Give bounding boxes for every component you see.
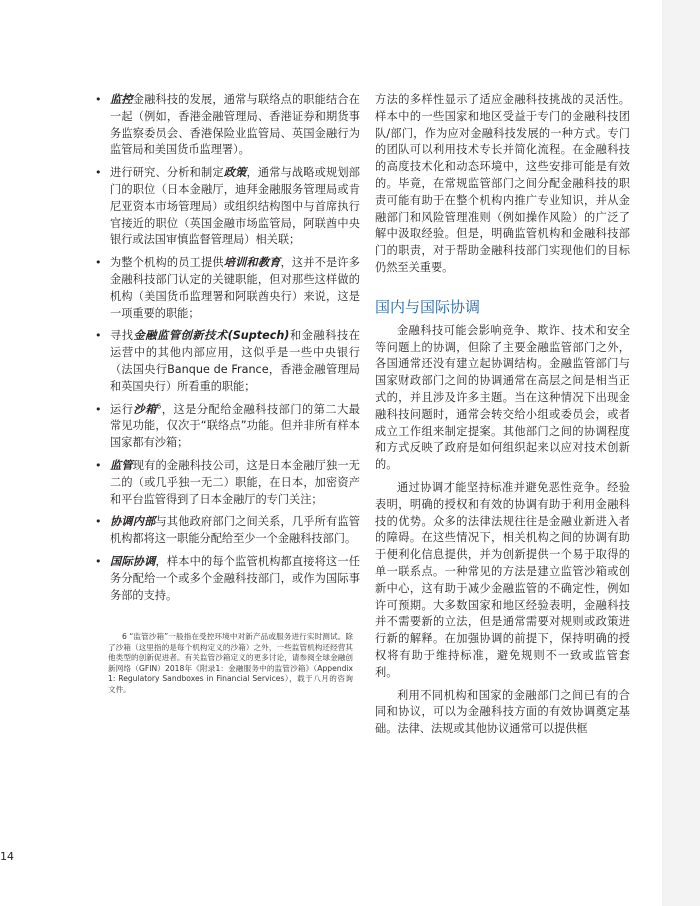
bullet-text: 与其他政府部门之间关系，几乎所有监管机构都将这一职能分配给至少一个金融科技部门。 (110, 515, 360, 546)
bullet-item-monitoring (95, 92, 360, 159)
bullet-text: 现有的金融科技公司，这是日本金融厅独一无二的（或几乎独一无二）职能，在日本，加密资产和平台监管得到了日本金融厅的专门关注； (110, 458, 360, 506)
bullet-text: ，通常与战略或规划部门的职位（日本金融厅，迪拜金融服务管理局或肯尼亚资本市场管理局）或组织结构图中与首席执行官接近的职位（英国金融市场监管局，阿联酋中央银行或法国审慎监督管理局）相关联； (110, 166, 360, 247)
bullet-text: ，样本中的每个监管机构都直接将这一任务分配给一个或多个金融科技部门，或作为国际事务部的支持。 (110, 554, 360, 602)
bullet-dot-icon: • (95, 554, 102, 568)
bullet-dot-icon: • (95, 515, 102, 529)
bullet-item-internal-coordination (95, 514, 360, 548)
bullet-item-policy (95, 165, 360, 249)
page-number: 14 (0, 850, 14, 863)
bullet-keyword: 政策 (223, 166, 247, 180)
bullet-pre: 为整个机构的员工提供 (110, 256, 224, 270)
bullet-item-suptech (95, 328, 360, 395)
bullet-keyword: 培训和教育 (223, 256, 281, 270)
bullet-dot-icon: • (95, 256, 102, 270)
bullet-pre: 运行 (110, 402, 134, 416)
bullet-pre: 寻找 (110, 329, 134, 343)
bullet-pre: 进行研究、分析和制定 (110, 166, 224, 180)
bullet-keyword: 协调内部 (110, 515, 156, 529)
bullet-item-international-coordination (95, 554, 360, 604)
section-heading: 国内与国际协调 (375, 297, 481, 316)
bullet-item-sandbox (95, 401, 360, 452)
bullet-dot-icon: • (95, 329, 102, 343)
intro-paragraph: 方法的多样性显示了适应金融科技挑战的灵活性。样本中的一些国家和地区受益于专门的金融科技团队/部门，作为应对金融科技发展的一种方式。专门的团队可以利用技术专长并简化流程。在金融科技的高度技术化和动态环境中，这些安排可能是有效的。毕竟，在常规监管部门之间分配金融科技的职责可能有助于在整个机构内推广专业知识，并从金融部门和风险管理准则（例如操作风险）的广泛了解中汲取经验。但是，明确监管机构和金融科技部门的职责，对于帮助金融科技部门实现他们的目标仍然至关重要。 (375, 93, 630, 274)
bullet-text: ，这并不是许多金融科技部门认定的关键职能，但对那些这样做的机构（美国货币监理署和阿联酋央行）来说，这是一项重要的职能； (110, 256, 360, 320)
bullet-dot-icon: • (95, 166, 102, 180)
body-paragraph: 通过协调才能坚持标准并避免恶性竞争。经验表明，明确的授权和有效的协调有助于利用金融科技的优势。众多的法律法规往往是金融业新进入者的障碍。在这些情况下，相关机构之间的协调有助于便利化信息提供，并为创新提供一个易于取得的单一联系点。一种常见的方法是建立监管沙箱或创新中心，这有助于减少金融监管的不确定性，例如许可预期。大多数国家和地区经验表明，金融科技并不需要新的立法，但是通常需要对规则或政策进行新的解释。在加强协调的前提下，保持明确的授权将有助于维持标准，避免规则不一致或监管套利。 (375, 480, 630, 679)
page-edge-band (662, 0, 700, 906)
bullet-item-training (95, 255, 360, 322)
bullet-dot-icon: • (95, 402, 102, 416)
bullet-keyword: 金融监管创新技术(Suptech) (133, 329, 290, 343)
bullet-keyword: 监控 (110, 93, 133, 106)
bullet-dot-icon: • (95, 458, 102, 472)
footnote-ref: 6 (156, 401, 162, 410)
right-column (375, 92, 630, 744)
body-paragraph: 利用不同机构和国家的金融部门之间已有的合同和协议，可以为金融科技方面的有效协调奠定基础。法律、法规或其他协议通常可以提供框 (375, 688, 630, 736)
bullet-item-supervision (95, 458, 360, 508)
left-column (95, 92, 360, 610)
bullet-text: 和金融科技在运营中的其他内部应用，这似乎是一些中央银行（法国央行Banque de France，香港金融管理局和英国央行）所看重的职能； (110, 329, 360, 393)
bullet-text: ，这是分配给金融科技部门的第二大最常见功能，仅次于“联络点”功能。但并非所有样本国家都有沙箱； (110, 402, 360, 450)
body-paragraph: 金融科技可能会影响竞争、欺诈、技术和安全等问题上的协调，但除了主要金融监管部门之外，各国通常还没有建立起协调结构。金融监管部门与国家财政部门之间的协调通常在高层之间是相当正式的，并且涉及许多主题。当在这种情况下出现金融科技问题时，通常会转交给小组或委员会，或者成立工作组来制定提案。其他部门之间的协调程度和方式反映了政府是如何组织起来以应对技术创新的。 (375, 323, 630, 472)
bullet-text: 金融科技的发展，通常与联络点的职能结合在一起（例如，香港金融管理局、香港证券和期货事务监察委员会、香港保险业监管局、英国金融行为监管局和美国货币监理署）。 (110, 93, 360, 157)
bullet-keyword: 沙箱 (133, 402, 157, 416)
bullet-keyword: 国际协调 (110, 554, 156, 568)
footnote: 6 “监管沙箱”一般指在受控环境中对新产品或服务进行实时测试。除了沙箱（这里指的是每个机构定义的沙箱）之外，一些监管机构还经营其他类型的创新促进者。有关监管沙箱定义的更多讨论，请参阅全球金融创新网络（GFIN）2018年《附录1：金融服务中的监管沙箱》（Appendix 1: Regulatory Sandboxes in Financial Services），载于八月的咨询文件。 (108, 632, 353, 694)
bullet-keyword: 监管 (110, 458, 133, 472)
bullet-dot-icon: • (95, 93, 102, 106)
function-bullet-list (95, 92, 360, 604)
